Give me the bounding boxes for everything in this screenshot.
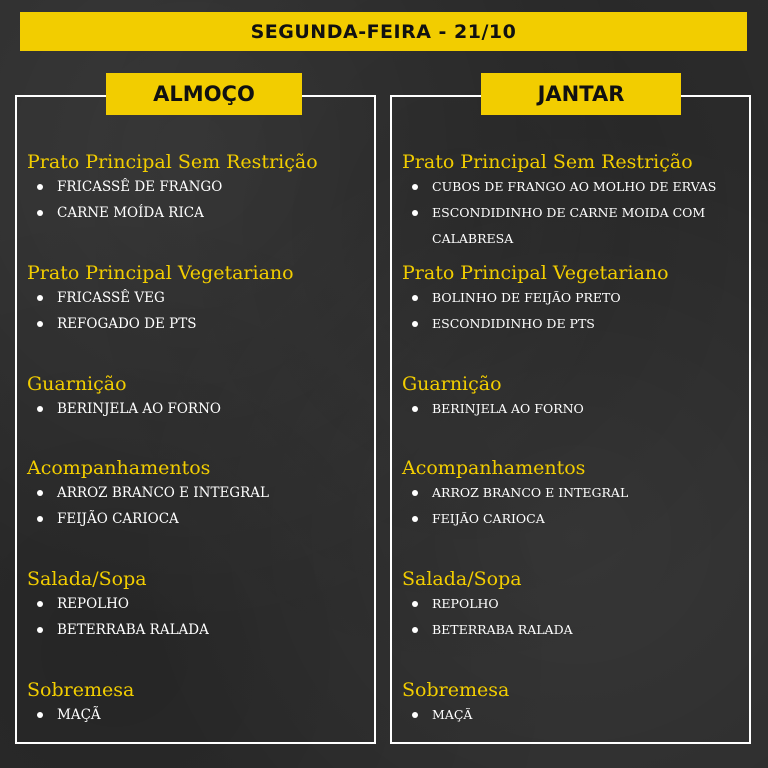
section-title: Prato Principal Vegetariano	[402, 262, 669, 284]
menu-item: ESCONDIDINHO DE PTS	[402, 311, 747, 337]
section-title: Acompanhamentos	[27, 457, 211, 479]
menu-item: FEIJÃO CARIOCA	[402, 506, 747, 532]
section-title: Salada/Sopa	[27, 568, 147, 590]
dinner-section-main	[402, 150, 747, 252]
menu-item: BOLINHO DE FEIJÃO PRETO	[402, 285, 747, 311]
lunch-section-main	[27, 150, 372, 226]
dinner-section-vegetarian	[402, 261, 747, 337]
lunch-section-dessert	[27, 678, 372, 728]
lunch-section-vegetarian	[27, 261, 372, 337]
section-title: Sobremesa	[27, 679, 135, 701]
menu-item: BERINJELA AO FORNO	[402, 396, 747, 422]
dinner-section-garnish	[402, 372, 747, 422]
section-title: Prato Principal Vegetariano	[27, 262, 294, 284]
menu-item: CARNE MOÍDA RICA	[27, 200, 372, 226]
dinner-section-dessert	[402, 678, 747, 728]
menu-item: BETERRABA RALADA	[402, 617, 747, 643]
lunch-header: ALMOÇO	[106, 73, 302, 115]
menu-item: CUBOS DE FRANGO AO MOLHO DE ERVAS	[402, 174, 747, 200]
menu-item: BERINJELA AO FORNO	[27, 396, 372, 422]
menu-item: ARROZ BRANCO E INTEGRAL	[27, 480, 372, 506]
section-title: Guarnição	[402, 373, 502, 395]
menu-item: FRICASSÊ VEG	[27, 285, 372, 311]
menu-item: FEIJÃO CARIOCA	[27, 506, 372, 532]
menu-item: REPOLHO	[27, 591, 372, 617]
dinner-header: JANTAR	[481, 73, 681, 115]
lunch-section-sides	[27, 456, 372, 532]
lunch-section-garnish	[27, 372, 372, 422]
section-title: Sobremesa	[402, 679, 510, 701]
menu-item: ARROZ BRANCO E INTEGRAL	[402, 480, 747, 506]
menu-item: MAÇÃ	[27, 702, 372, 728]
menu-item: REFOGADO DE PTS	[27, 311, 372, 337]
section-title: Prato Principal Sem Restrição	[27, 151, 318, 173]
menu-item: FRICASSÊ DE FRANGO	[27, 174, 372, 200]
menu-item: ESCONDIDINHO DE CARNE MOIDA COM CALABRESA	[402, 200, 722, 252]
section-title: Salada/Sopa	[402, 568, 522, 590]
menu-item: MAÇÃ	[402, 702, 747, 728]
lunch-section-salad	[27, 567, 372, 643]
section-title: Prato Principal Sem Restrição	[402, 151, 693, 173]
section-title: Acompanhamentos	[402, 457, 586, 479]
date-banner: SEGUNDA-FEIRA - 21/10	[20, 12, 747, 51]
section-title: Guarnição	[27, 373, 127, 395]
menu-item: BETERRABA RALADA	[27, 617, 372, 643]
dinner-section-salad	[402, 567, 747, 643]
menu-item: REPOLHO	[402, 591, 747, 617]
dinner-section-sides	[402, 456, 747, 532]
